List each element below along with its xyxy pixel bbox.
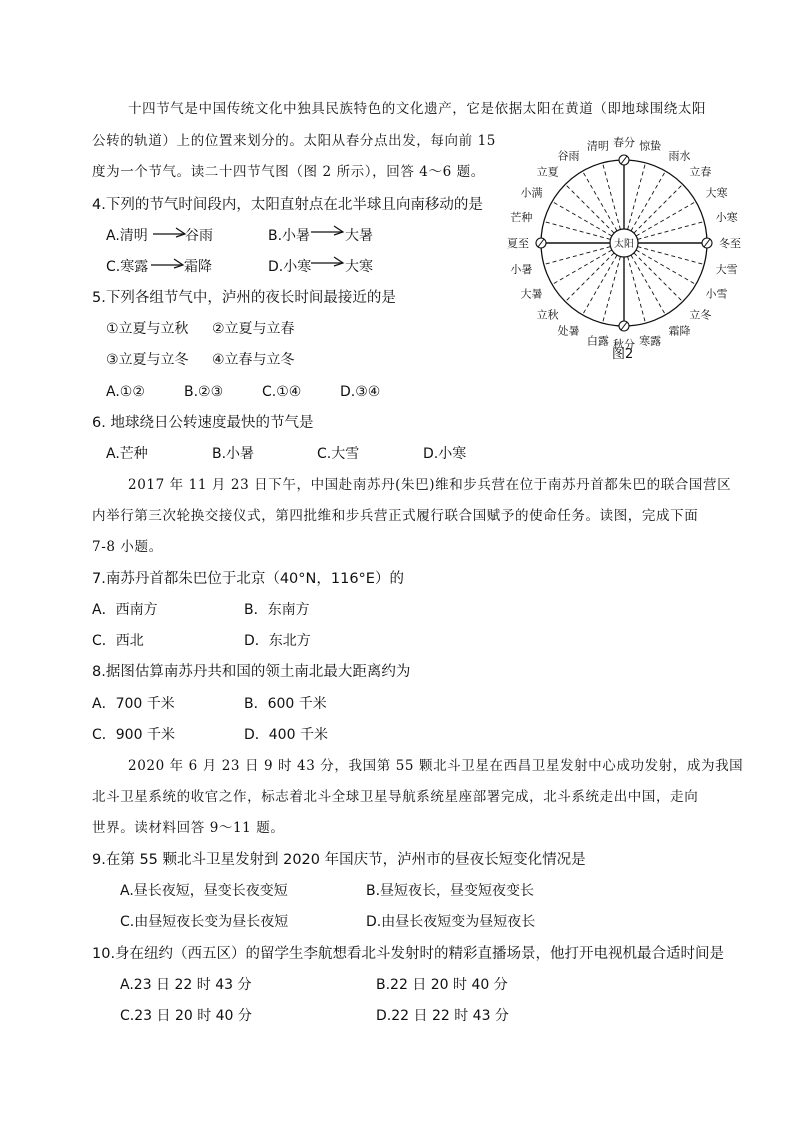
q5-item-4: ④立春与立冬 (212, 352, 295, 368)
q9-option-c: C.由昼短夜长变为昼长夜短 (120, 914, 289, 930)
spoke-line (565, 184, 614, 233)
solar-term-label: 立春 (689, 165, 712, 179)
solar-term-label: 冬至 (719, 237, 741, 250)
q5-option-b: B.②③ (184, 384, 224, 400)
solar-term-label: 芒种 (510, 210, 533, 224)
q6-option-a: A.芒种 (106, 446, 148, 462)
q7-option-c: C．西北 (92, 633, 144, 649)
q9-option-d: D.由昼长夜短变为昼短夜长 (366, 914, 536, 930)
spoke-line (603, 163, 621, 230)
arrow-right-icon (310, 222, 346, 236)
q4-stem: 4.下列的节气时间段内，太阳直射点在北半球且向南移动的是 (92, 197, 483, 213)
solar-terms-diagram (500, 136, 750, 363)
passage2-line-2: 内举行第三次轮换交接仪式，第四批维和步兵营正式履行联合国赋予的使命任务。读图，完成下面 (92, 508, 699, 524)
solar-term-label: 夏至 (507, 237, 529, 250)
earth-icon (619, 321, 629, 331)
solar-term-label: 立夏 (536, 165, 559, 179)
solar-term-label: 惊蛰 (639, 139, 662, 153)
q8-option-c: C．900 千米 (92, 727, 175, 743)
solar-term-label: 雨水 (668, 149, 691, 163)
sun-label: 太阳 (614, 239, 634, 250)
solar-term-label: 春分 (613, 136, 635, 149)
q8-stem: 8.据图估算南苏丹共和国的领土南北最大距离约为 (92, 664, 411, 680)
q6-option-b: B.小暑 (212, 446, 255, 462)
spoke-line (638, 222, 705, 240)
q9-stem: 9.在第 55 颗北斗卫星发射到 2020 年国庆节，泸州市的昼夜长短变化情况是 (92, 852, 586, 868)
passage3-line-2: 北斗卫星系统的收官之作，标志着北斗全球卫星导航系统星座部署完成，北斗系统走出中国，走向 (92, 789, 699, 805)
q7-option-a: A．西南方 (92, 602, 158, 618)
passage2-line-3: 7-8 小题。 (92, 539, 163, 555)
solar-term-label: 小满 (520, 186, 543, 200)
q4-option-b-to: 大暑 (345, 228, 373, 244)
intro-line-3: 度为一个节气。读二十四节气图（图 2 所示），回答 4～6 题。 (92, 164, 485, 180)
q5-stem: 5.下列各组节气中，泸州的夜长时间最接近的是 (92, 290, 396, 306)
solar-term-label: 大寒 (705, 186, 728, 200)
spoke-line (544, 247, 611, 265)
q4-option-c-from: C.寒露 (106, 259, 149, 275)
spoke-line (634, 184, 683, 233)
solar-term-label: 大暑 (520, 287, 543, 301)
q8-option-d: D．400 千米 (244, 727, 328, 743)
q5-item-1: ①立夏与立秋 (106, 321, 189, 337)
solar-term-label: 白露 (586, 334, 609, 348)
solar-term-label: 小雪 (705, 287, 728, 301)
q4-option-d-to: 大寒 (345, 259, 373, 275)
q7-option-b: B．东南方 (244, 602, 310, 618)
q5-item-3: ③立夏与立冬 (106, 352, 189, 368)
q5-item-2: ②立夏与立春 (212, 321, 295, 337)
earth-icon (619, 155, 629, 165)
q8-option-a: A．700 千米 (92, 696, 175, 712)
q10-option-b: B.22 日 20 时 40 分 (376, 977, 508, 993)
solar-term-label: 寒露 (639, 334, 662, 348)
spoke-line (634, 253, 683, 302)
q4-option-d-from: D.小寒 (268, 259, 312, 275)
passage3-line-3: 世界。读材料回答 9～11 题。 (92, 820, 285, 836)
arrow-right-icon (310, 253, 346, 267)
arrow-right-icon (150, 255, 186, 269)
passage3-line-1: 2020 年 6 月 23 日 9 时 43 分，我国第 55 颗北斗卫星在西昌卫星发射中心成功发射，成为我国 (128, 758, 744, 774)
q9-option-a: A.昼长夜短，昼变长夜变短 (120, 883, 288, 899)
solar-term-label: 谷雨 (557, 149, 580, 163)
spoke-line (565, 253, 614, 302)
solar-term-label: 小寒 (715, 210, 738, 224)
passage2-line-1: 2017 年 11 月 23 日下午，中国赴南苏丹(朱巴)维和步兵营在位于南苏丹首都朱巴的联合国营区 (128, 477, 732, 493)
solar-term-label: 大雪 (715, 263, 738, 277)
q4-option-a-to: 谷雨 (185, 228, 213, 244)
earth-icon (702, 238, 712, 248)
spoke-line (628, 257, 646, 324)
solar-term-label: 处暑 (557, 324, 580, 338)
q6-stem: 6. 地球绕日公转速度最快的节气是 (92, 415, 314, 431)
q8-option-b: B．600 千米 (244, 696, 327, 712)
spoke-line (628, 163, 646, 230)
q10-option-a: A.23 日 22 时 43 分 (120, 977, 252, 993)
q9-option-b: B.昼短夜长，昼变短夜变长 (366, 883, 535, 899)
solar-term-label: 清明 (586, 139, 609, 153)
figure-caption: 图2 (612, 347, 634, 362)
q7-stem: 7.南苏丹首都朱巴位于北京（40°N，116°E）的 (92, 571, 404, 587)
arrow-right-icon (152, 224, 188, 238)
spoke-line (603, 257, 621, 324)
spoke-line (544, 222, 611, 240)
q4-option-c-to: 霜降 (184, 259, 212, 275)
q5-option-c: C.①④ (262, 384, 302, 400)
solar-term-label: 小暑 (510, 263, 533, 277)
q4-option-b-from: B.小暑 (268, 228, 311, 244)
q7-option-d: D．东北方 (244, 633, 311, 649)
q10-option-c: C.23 日 20 时 40 分 (120, 1008, 252, 1024)
q6-option-c: C.大雪 (317, 446, 360, 462)
intro-line-1: 十四节气是中国传统文化中独具民族特色的文化遗产，它是依据太阳在黄道（即地球围绕太阳 (128, 101, 707, 117)
q4-option-a-from: A.清明 (106, 228, 148, 244)
q6-option-d: D.小寒 (423, 446, 467, 462)
q10-stem: 10.身在纽约（西五区）的留学生李航想看北斗发射时的精彩直播场景，他打开电视机最合适时间是 (92, 946, 725, 962)
spoke-line (638, 247, 705, 265)
solar-term-label: 秋分 (613, 338, 635, 351)
solar-term-label: 立秋 (536, 308, 559, 322)
q5-option-a: A.①② (106, 384, 145, 400)
solar-term-label: 霜降 (668, 324, 691, 338)
q5-option-d: D.③④ (340, 384, 381, 400)
earth-icon (536, 238, 546, 248)
q10-option-d: D.22 日 22 时 43 分 (376, 1008, 509, 1024)
solar-term-label: 立冬 (689, 308, 712, 322)
intro-line-2: 公转的轨道）上的位置来划分的。太阳从春分点出发，每向前 15 (92, 133, 496, 149)
